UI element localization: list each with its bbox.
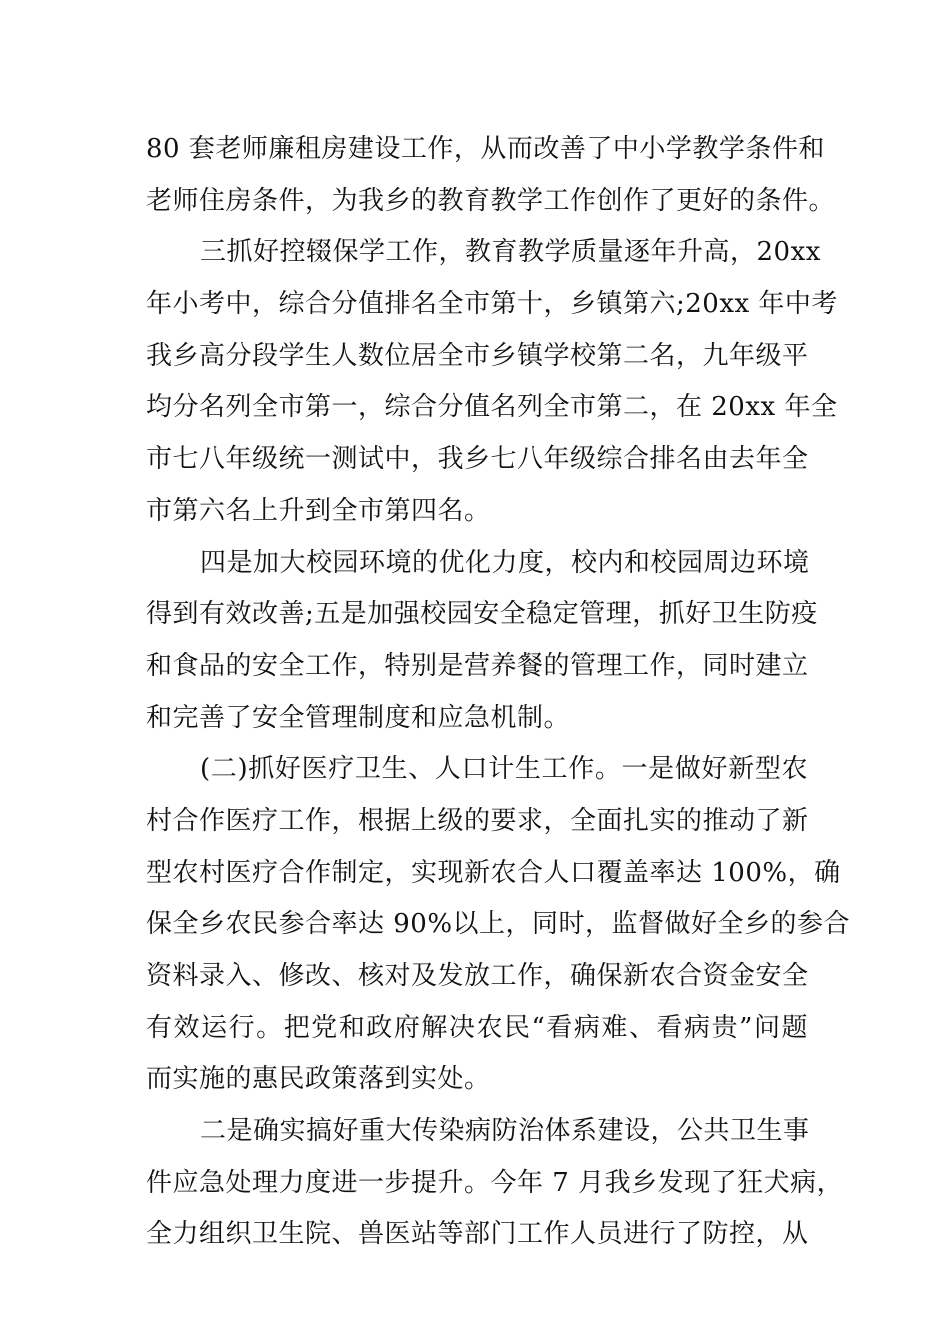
text-line: 市七八年级统一测试中，我乡七八年级综合排名由去年全 <box>146 444 809 475</box>
text-line: 资料录入、修改、核对及发放工作，确保新农合资金安全 <box>146 961 809 991</box>
text-line: 件应急处理力度进一步提升。今年 7 月我乡发现了狂犬病， <box>146 1167 844 1198</box>
text-line: 村合作医疗工作，根据上级的要求，全面扎实的推动了新 <box>146 805 809 836</box>
text-line: 得到有效改善;五是加强校园安全稳定管理，抓好卫生防疫 <box>146 599 818 630</box>
text-line: 全力组织卫生院、兽医站等部门工作人员进行了防控，从 <box>146 1219 809 1250</box>
text-line: 和食品的安全工作，特别是营养餐的管理工作，同时建立 <box>146 650 809 681</box>
paragraph-start-line: 三抓好控辍保学工作，教育教学质量逐年升高，20xx <box>200 237 821 268</box>
paragraph-start-line: 二是确实搞好重大传染病防治体系建设，公共卫生事 <box>200 1116 810 1147</box>
paragraph-start-line: 四是加大校园环境的优化力度，校内和校园周边环境 <box>200 547 810 578</box>
text-line: 型农村医疗合作制定，实现新农合人口覆盖率达 100%，确 <box>146 857 841 888</box>
text-line: 年小考中，综合分值排名全市第十，乡镇第六;20xx 年中考 <box>146 289 838 320</box>
body-text <box>146 124 851 1261</box>
text-line: 老师住房条件，为我乡的教育教学工作创作了更好的条件。 <box>146 185 836 216</box>
text-line: 保全乡农民参合率达 90%以上，同时，监督做好全乡的参合 <box>146 909 851 940</box>
text-line: 我乡高分段学生人数位居全市乡镇学校第二名，九年级平 <box>146 340 809 371</box>
text-line: 和完善了安全管理制度和应急机制。 <box>146 702 571 733</box>
text-line: 有效运行。把党和政府解决农民“看病难、看病贵”问题 <box>146 1012 808 1043</box>
text-line: 市第六名上升到全市第四名。 <box>146 495 491 526</box>
text-line: 80 套老师廉租房建设工作，从而改善了中小学教学条件和 <box>146 134 825 164</box>
text-line: 而实施的惠民政策落到实处。 <box>146 1064 491 1095</box>
paragraph-start-line: (二)抓好医疗卫生、人口计生工作。一是做好新型农 <box>200 754 808 785</box>
text-line: 均分名列全市第一，综合分值名列全市第二，在 20xx 年全 <box>146 392 838 423</box>
